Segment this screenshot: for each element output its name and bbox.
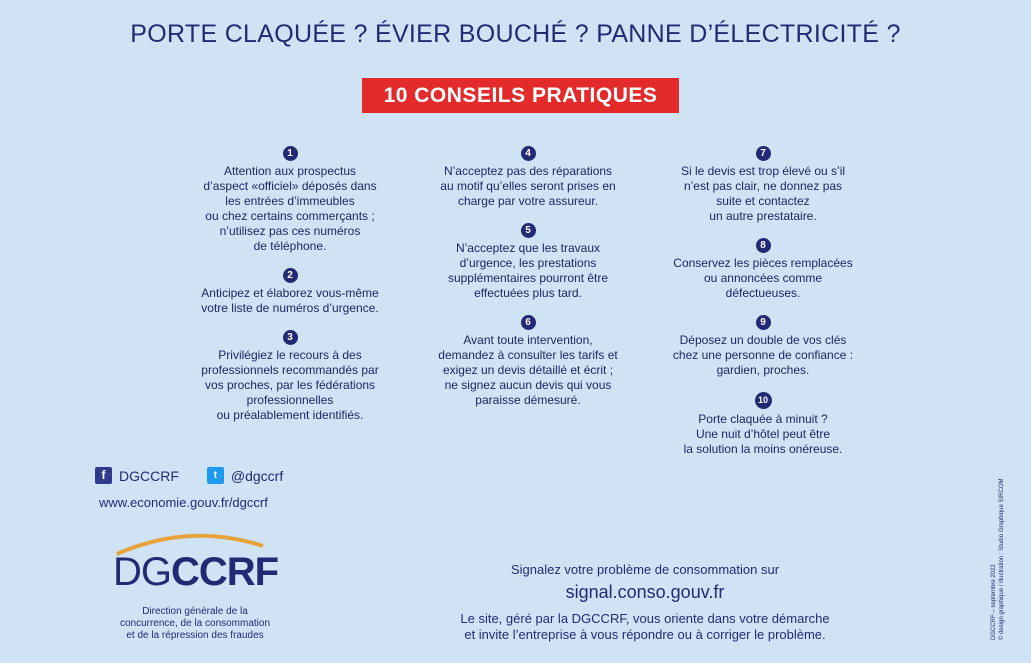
tip-text: Si le devis est trop élevé ou s’il n’est pas clair, ne donnez pas suite et contactez un autre prestataire. xyxy=(680,164,846,223)
page-title: PORTE CLAQUÉE ? ÉVIER BOUCHÉ ? PANNE D’ÉLECTRICITÉ ? xyxy=(130,20,901,48)
report-url-link[interactable]: signal.conso.gouv.fr xyxy=(565,582,725,602)
tip-10 xyxy=(653,392,873,457)
tip-number-badge: 4 xyxy=(521,146,536,161)
tip-number-badge: 10 xyxy=(755,392,772,409)
tip-number-badge: 9 xyxy=(756,315,771,330)
logo-name: CCRF xyxy=(171,550,279,594)
tip-text: N’acceptez que les travaux d’urgence, les prestations supplémentaires pourront être effectuées plus tard. xyxy=(447,241,609,300)
tip-number-badge: 7 xyxy=(756,146,771,161)
social-links xyxy=(95,467,283,484)
tips-column-3 xyxy=(653,146,873,471)
tip-1 xyxy=(180,146,400,254)
tip-text: Anticipez et élaborez vous-même votre liste de numéros d’urgence. xyxy=(201,286,379,315)
tip-7 xyxy=(653,146,873,224)
report-intro: Signalez votre problème de consommation sur xyxy=(510,562,780,577)
tip-number-badge: 3 xyxy=(283,330,298,345)
tips-banner: 10 CONSEILS PRATIQUES xyxy=(362,78,679,113)
tip-8 xyxy=(653,238,873,301)
website-link[interactable]: www.economie.gouv.fr/dgccrf xyxy=(99,495,268,510)
tip-6 xyxy=(418,315,638,408)
tip-text: Avant toute intervention, demandez à consulter les tarifs et exigez un devis détaillé et écrit ; ne signez aucun devis qui vous paraisse démesuré. xyxy=(438,333,618,407)
tips-column-1 xyxy=(180,146,400,437)
tip-5 xyxy=(418,223,638,301)
tip-number-badge: 6 xyxy=(521,315,536,330)
tip-number-badge: 1 xyxy=(283,146,298,161)
tip-number-badge: 2 xyxy=(283,268,298,283)
tip-2 xyxy=(180,268,400,316)
credit-line: DGCCRF – septembre 2022 © design graphique / illustration : Studio Graphique SIRCOM xyxy=(991,478,1005,640)
tip-4 xyxy=(418,146,638,209)
dgccrf-logo xyxy=(95,528,295,648)
logo-prefix: DG xyxy=(113,550,171,594)
report-section xyxy=(405,562,885,643)
tip-number-badge: 8 xyxy=(756,238,771,253)
facebook-icon[interactable]: f xyxy=(95,467,112,484)
tip-text: Porte claquée à minuit ? Une nuit d’hôtel peut être la solution la moins onéreuse. xyxy=(683,412,843,456)
facebook-handle[interactable]: DGCCRF xyxy=(119,467,179,484)
tip-text: Attention aux prospectus d’aspect «officiel» déposés dans les entrées d’immeubles ou chez certains commerçants ; n’utilisez pas ces numéros de téléphone. xyxy=(203,164,377,253)
tip-number-badge: 5 xyxy=(521,223,536,238)
twitter-handle[interactable]: @dgccrf xyxy=(230,467,284,484)
tip-3 xyxy=(180,330,400,423)
tips-column-2 xyxy=(418,146,638,422)
logo-wordmark xyxy=(113,550,278,595)
tip-9 xyxy=(653,315,873,378)
report-description: Le site, géré par la DGCCRF, vous oriente dans votre démarche et invite l’entreprise à vous répondre ou à corriger le problème. xyxy=(460,611,830,642)
tip-text: Déposez un double de vos clés chez une personne de confiance : gardien, proches. xyxy=(672,333,854,377)
tip-text: N’acceptez pas des réparations au motif qu’elles seront prises en charge par votre assureur. xyxy=(440,164,616,208)
twitter-icon[interactable]: t xyxy=(207,467,224,484)
logo-caption: Direction générale de la concurrence, de la consommation et de la répression des fraudes xyxy=(119,606,271,641)
tip-text: Privilégiez le recours à des professionnels recommandés par vos proches, par les fédérations professionnelles ou préalablement identifiés. xyxy=(201,348,379,422)
tip-text: Conservez les pièces remplacées ou annoncées comme défectueuses. xyxy=(673,256,853,300)
